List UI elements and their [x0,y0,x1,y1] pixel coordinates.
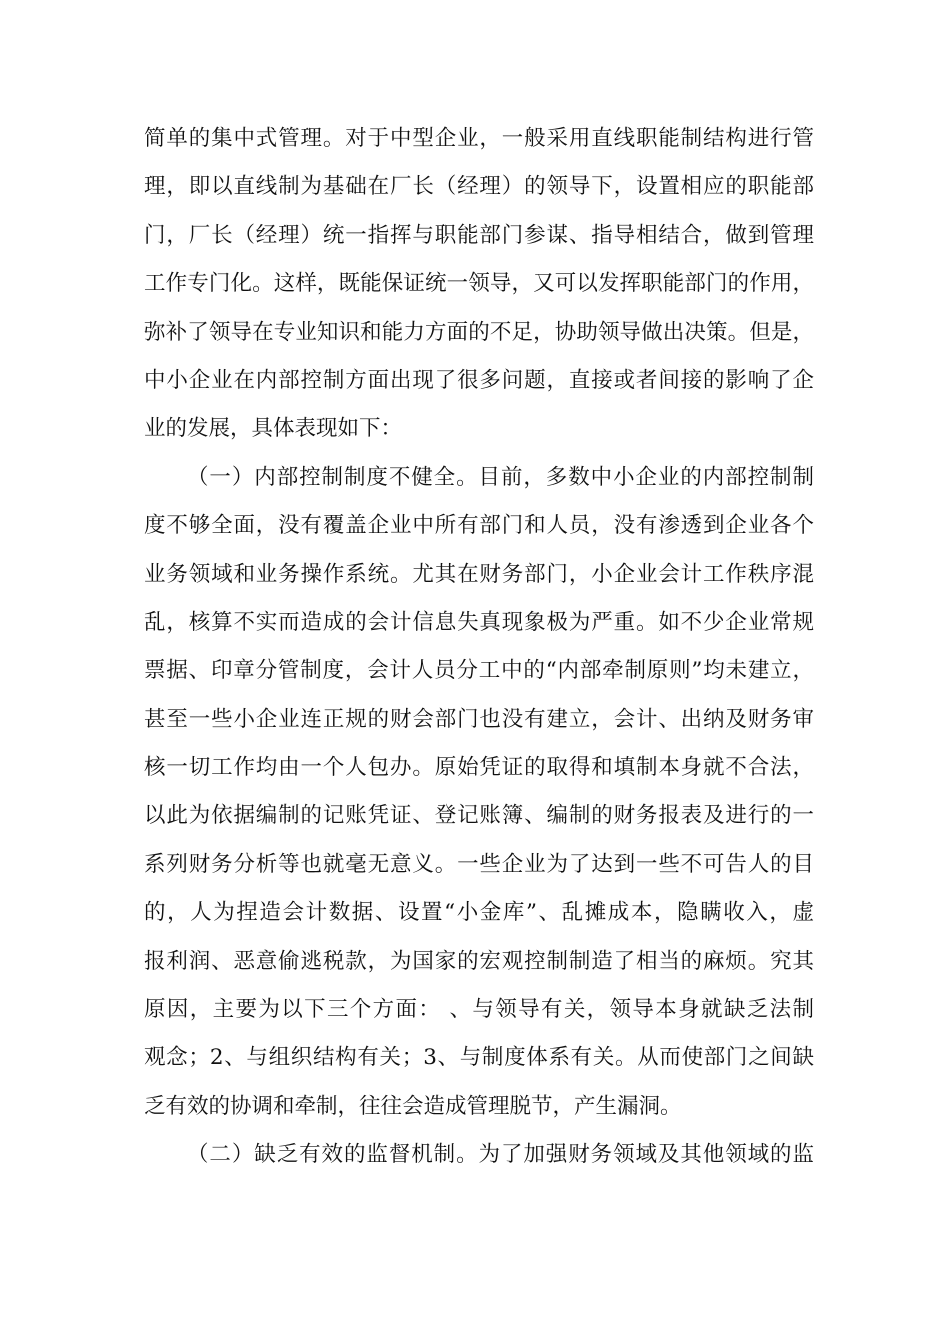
text-line: 观念；2、与组织结构有关；3、与制度体系有关。从而使部门之间缺 [144,1045,814,1071]
text-line: 业的发展，具体表现如下： [144,416,403,442]
text-line: 弥补了领导在专业知识和能力方面的不足，协助领导做出决策。但是， [144,319,814,345]
text-line: （一）内部控制制度不健全。目前，多数中小企业的内部控制制 [187,464,814,490]
text-line: 核一切工作均由一个人包办。原始凭证的取得和填制本身就不合法， [144,755,814,781]
text-line: 的，人为捏造会计数据、设置“小金库”、乱摊成本，隐瞒收入，虚 [144,900,814,926]
text-line: 甚至一些小企业连正规的财会部门也没有建立，会计、出纳及财务审 [144,706,814,732]
text-line: 报利润、恶意偷逃税款，为国家的宏观控制制造了相当的麻烦。究其 [144,948,814,974]
text-line: 度不够全面，没有覆盖企业中所有部门和人员，没有渗透到企业各个 [144,513,814,539]
text-line: 工作专门化。这样，既能保证统一领导，又可以发挥职能部门的作用， [144,271,814,297]
text-line: 理，即以直线制为基础在厂长（经理）的领导下，设置相应的职能部 [144,174,814,200]
text-line: 业务领域和业务操作系统。尤其在财务部门，小企业会计工作秩序混 [144,561,814,587]
text-line: 以此为依据编制的记账凭证、登记账簿、编制的财务报表及进行的一 [144,803,814,829]
text-line: 票据、印章分管制度，会计人员分工中的“内部牵制原则”均未建立， [144,658,814,684]
text-line: 乱，核算不实而造成的会计信息失真现象极为严重。如不少企业常规 [144,609,814,635]
text-line: 中小企业在内部控制方面出现了很多问题，直接或者间接的影响了企 [144,367,814,393]
body-text [144,115,814,1180]
text-line: （二）缺乏有效的监督机制。为了加强财务领域及其他领域的监 [187,1142,814,1168]
text-line: 门，厂长（经理）统一指挥与职能部门参谋、指导相结合，做到管理 [144,222,814,248]
text-line: 乏有效的协调和牵制，往往会造成管理脱节，产生漏洞。 [144,1093,682,1119]
text-line: 原因，主要为以下三个方面： 、与领导有关，领导本身就缺乏法制 [144,997,814,1023]
text-line: 系列财务分析等也就毫无意义。一些企业为了达到一些不可告人的目 [144,851,814,877]
text-line: 简单的集中式管理。对于中型企业，一般采用直线职能制结构进行管 [144,126,814,151]
